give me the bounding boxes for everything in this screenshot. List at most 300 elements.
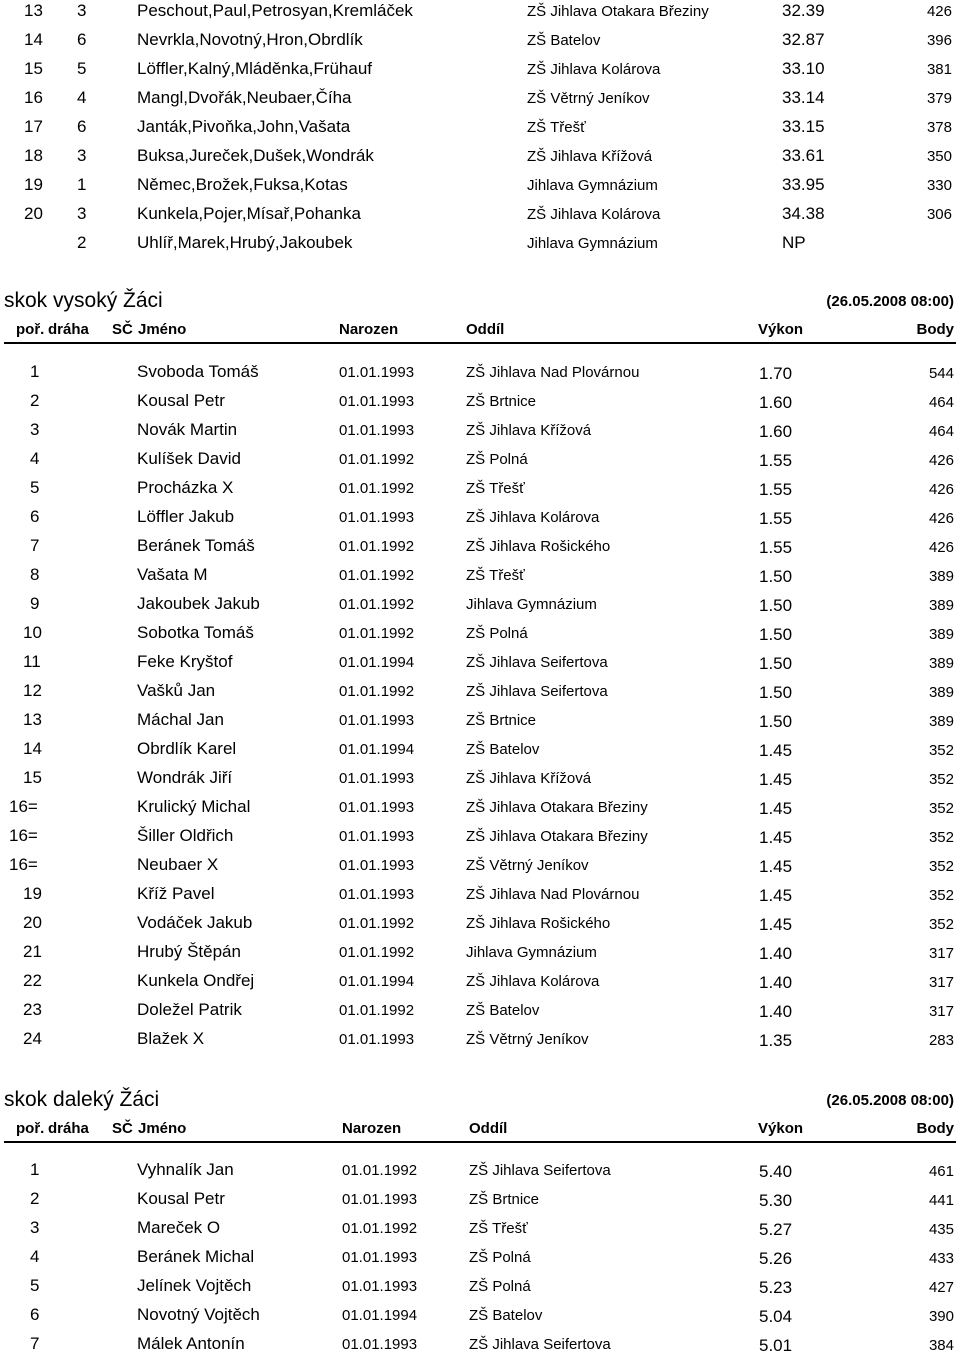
relay-result: 33.10 <box>782 59 825 78</box>
athlete-club: ZŠ Jihlava Rošického <box>466 915 611 932</box>
header-divider <box>4 1141 956 1143</box>
athlete-rank: 6 <box>30 507 40 526</box>
table-row <box>0 1334 960 1363</box>
athlete-result: 5.30 <box>759 1191 793 1210</box>
athlete-result: 1.50 <box>759 683 793 702</box>
athlete-name: Neubaer X <box>137 855 219 874</box>
athlete-points: 389 <box>928 597 954 614</box>
athlete-name: Obrdlík Karel <box>137 739 237 758</box>
athlete-club: ZŠ Jihlava Seifertova <box>469 1162 611 1179</box>
header-sc: SČ <box>112 321 133 338</box>
athlete-club: Jihlava Gymnázium <box>466 944 597 961</box>
athlete-name: Kousal Petr <box>137 391 225 410</box>
relay-points: 350 <box>926 148 952 165</box>
athlete-name: Wondrák Jiří <box>137 768 233 787</box>
table-row <box>0 1276 960 1305</box>
athlete-result: 1.45 <box>759 857 793 876</box>
athlete-rank: 5 <box>30 1276 40 1295</box>
athlete-rank: 6 <box>30 1305 40 1324</box>
athlete-result: 5.01 <box>759 1336 793 1355</box>
athlete-rank: 22 <box>23 971 42 990</box>
table-row <box>0 884 960 913</box>
athlete-rank: 3 <box>30 420 40 439</box>
relay-club: ZŠ Větrný Jeníkov <box>527 90 650 107</box>
relay-lane: 4 <box>77 88 87 107</box>
athlete-born: 01.01.1993 <box>339 509 415 526</box>
athlete-rank: 1 <box>30 1160 40 1179</box>
athlete-born: 01.01.1992 <box>342 1220 418 1237</box>
athlete-points: 317 <box>928 945 954 962</box>
athlete-born: 01.01.1992 <box>339 596 415 613</box>
athlete-club: ZŠ Jihlava Nad Plovárnou <box>466 364 640 381</box>
athlete-name: Kousal Petr <box>137 1189 225 1208</box>
athlete-club: ZŠ Jihlava Seifertova <box>466 683 608 700</box>
athlete-points: 352 <box>928 742 954 759</box>
athlete-born: 01.01.1993 <box>339 857 415 874</box>
relay-lane: 6 <box>77 30 87 49</box>
table-row <box>0 233 960 262</box>
athlete-rank: 2 <box>30 391 40 410</box>
athlete-rank: 8 <box>30 565 40 584</box>
athlete-name: Vašků Jan <box>137 681 216 700</box>
athlete-result: 1.45 <box>759 886 793 905</box>
athlete-club: ZŠ Polná <box>466 451 528 468</box>
athlete-result: 1.50 <box>759 712 793 731</box>
athlete-club: ZŠ Větrný Jeníkov <box>466 1031 589 1048</box>
athlete-name: Doležel Patrik <box>137 1000 242 1019</box>
table-row <box>0 652 960 681</box>
relay-team-names: Peschout,Paul,Petrosyan,Kremláček <box>137 1 413 20</box>
table-row <box>0 739 960 768</box>
relay-lane: 3 <box>77 1 87 20</box>
relay-points: 426 <box>926 3 952 20</box>
athlete-club: ZŠ Jihlava Seifertova <box>466 654 608 671</box>
relay-club: ZŠ Třešť <box>527 119 586 136</box>
athlete-points: 426 <box>928 481 954 498</box>
athlete-rank: 5 <box>30 478 40 497</box>
table-row <box>0 1029 960 1058</box>
athlete-name: Málek Antonín <box>137 1334 245 1353</box>
athlete-name: Kříž Pavel <box>137 884 215 903</box>
header-result: Výkon <box>758 321 804 338</box>
header-divider <box>4 342 956 344</box>
athlete-club: ZŠ Brtnice <box>466 712 537 729</box>
athlete-points: 461 <box>928 1163 954 1180</box>
athlete-born: 01.01.1992 <box>339 915 415 932</box>
header-club: Oddíl <box>466 321 505 338</box>
header-result: Výkon <box>758 1120 804 1137</box>
athlete-points: 464 <box>928 423 954 440</box>
athlete-rank: 7 <box>30 1334 40 1353</box>
athlete-points: 384 <box>928 1337 954 1354</box>
athlete-rank: 1 <box>30 362 40 381</box>
table-row <box>0 391 960 420</box>
athlete-born: 01.01.1993 <box>339 770 415 787</box>
athlete-club: ZŠ Třešť <box>466 480 525 497</box>
athlete-points: 352 <box>928 800 954 817</box>
relay-team-names: Němec,Brožek,Fuksa,Kotas <box>137 175 348 194</box>
athlete-name: Kulíšek David <box>137 449 241 468</box>
relay-points: 378 <box>926 119 952 136</box>
relay-club: ZŠ Batelov <box>527 32 601 49</box>
athlete-name: Novotný Vojtěch <box>137 1305 260 1324</box>
athlete-club: ZŠ Jihlava Kolárova <box>466 973 600 990</box>
relay-result: 33.14 <box>782 88 825 107</box>
athlete-name: Löffler Jakub <box>137 507 235 526</box>
athlete-result: 1.55 <box>759 509 793 528</box>
athlete-result: 1.45 <box>759 915 793 934</box>
athlete-born: 01.01.1993 <box>339 422 415 439</box>
athlete-born: 01.01.1992 <box>342 1162 418 1179</box>
athlete-born: 01.01.1993 <box>339 1031 415 1048</box>
athlete-result: 1.50 <box>759 596 793 615</box>
athlete-club: ZŠ Jihlava Nad Plovárnou <box>466 886 640 903</box>
relay-club: ZŠ Jihlava Otakara Březiny <box>527 3 709 20</box>
athlete-name: Mareček O <box>137 1218 221 1237</box>
athlete-club: ZŠ Jihlava Otakara Březiny <box>466 828 648 845</box>
athlete-rank: 9 <box>30 594 40 613</box>
table-row <box>0 204 960 233</box>
athlete-points: 427 <box>928 1279 954 1296</box>
athlete-result: 1.45 <box>759 828 793 847</box>
athlete-club: ZŠ Větrný Jeníkov <box>466 857 589 874</box>
table-row <box>0 449 960 478</box>
athlete-born: 01.01.1994 <box>342 1307 418 1324</box>
table-row <box>0 768 960 797</box>
athlete-rank: 16= <box>9 797 38 816</box>
athlete-result: 1.50 <box>759 625 793 644</box>
table-row <box>0 710 960 739</box>
athlete-points: 426 <box>928 539 954 556</box>
header-lane: dráha <box>48 1120 89 1137</box>
athlete-club: ZŠ Brtnice <box>469 1191 540 1208</box>
athlete-born: 01.01.1993 <box>339 828 415 845</box>
athlete-club: ZŠ Polná <box>469 1249 531 1266</box>
athlete-born: 01.01.1992 <box>339 567 415 584</box>
table-row <box>0 362 960 391</box>
athlete-result: 1.55 <box>759 451 793 470</box>
athlete-result: 1.50 <box>759 654 793 673</box>
table-row <box>0 681 960 710</box>
athlete-result: 5.23 <box>759 1278 793 1297</box>
athlete-points: 389 <box>928 713 954 730</box>
relay-place: 15 <box>24 59 43 78</box>
table-row <box>0 88 960 117</box>
athlete-club: ZŠ Batelov <box>466 1002 540 1019</box>
athlete-born: 01.01.1993 <box>339 886 415 903</box>
athlete-rank: 4 <box>30 1247 40 1266</box>
athlete-result: 1.45 <box>759 770 793 789</box>
relay-points: 381 <box>926 61 952 78</box>
athlete-result: 1.45 <box>759 741 793 760</box>
athlete-points: 389 <box>928 684 954 701</box>
athlete-name: Vyhnalík Jan <box>137 1160 234 1179</box>
athlete-points: 317 <box>928 1003 954 1020</box>
athlete-name: Hrubý Štěpán <box>137 942 241 961</box>
relay-points: 306 <box>926 206 952 223</box>
athlete-result: 1.60 <box>759 422 793 441</box>
athlete-points: 389 <box>928 568 954 585</box>
header-lane: dráha <box>48 321 89 338</box>
relay-place: 19 <box>24 175 43 194</box>
athlete-club: ZŠ Brtnice <box>466 393 537 410</box>
athlete-name: Novák Martin <box>137 420 238 439</box>
athlete-result: 1.55 <box>759 480 793 499</box>
header-rank: poř. <box>16 1120 45 1137</box>
athlete-born: 01.01.1992 <box>339 683 415 700</box>
table-row <box>0 594 960 623</box>
athlete-born: 01.01.1993 <box>339 364 415 381</box>
athlete-name: Krulický Michal <box>137 797 251 816</box>
athlete-born: 01.01.1992 <box>339 480 415 497</box>
athlete-name: Vodáček Jakub <box>137 913 253 932</box>
table-row <box>0 117 960 146</box>
athlete-rank: 19 <box>23 884 42 903</box>
athlete-points: 283 <box>928 1032 954 1049</box>
table-row <box>0 1160 960 1189</box>
table-row <box>0 478 960 507</box>
athlete-name: Procházka X <box>137 478 234 497</box>
relay-lane: 1 <box>77 175 87 194</box>
relay-team-names: Löffler,Kalný,Mláděnka,Frühauf <box>137 59 372 78</box>
athlete-born: 01.01.1992 <box>339 451 415 468</box>
athlete-points: 389 <box>928 626 954 643</box>
athlete-born: 01.01.1993 <box>339 799 415 816</box>
relay-result: 32.39 <box>782 1 825 20</box>
relay-team-names: Uhlíř,Marek,Hrubý,Jakoubek <box>137 233 353 252</box>
athlete-result: 1.40 <box>759 1002 793 1021</box>
athlete-born: 01.01.1993 <box>342 1191 418 1208</box>
athlete-born: 01.01.1993 <box>342 1336 418 1353</box>
athlete-born: 01.01.1993 <box>342 1249 418 1266</box>
table-row <box>0 565 960 594</box>
relay-place: 14 <box>24 30 43 49</box>
relay-club: Jihlava Gymnázium <box>527 177 658 194</box>
header-club: Oddíl <box>469 1120 508 1137</box>
relay-team-names: Mangl,Dvořák,Neubaer,Číha <box>137 88 352 107</box>
relay-place: 17 <box>24 117 43 136</box>
relay-place: 16 <box>24 88 43 107</box>
table-row <box>0 536 960 565</box>
athlete-points: 352 <box>928 771 954 788</box>
athlete-club: ZŠ Jihlava Seifertova <box>469 1336 611 1353</box>
athlete-result: 5.40 <box>759 1162 793 1181</box>
relay-result: NP <box>782 233 806 252</box>
athlete-rank: 16= <box>9 855 38 874</box>
athlete-rank: 23 <box>23 1000 42 1019</box>
athlete-rank: 14 <box>23 739 42 758</box>
athlete-points: 426 <box>928 510 954 527</box>
athlete-name: Kunkela Ondřej <box>137 971 255 990</box>
athlete-name: Beránek Michal <box>137 1247 255 1266</box>
relay-place: 20 <box>24 204 43 223</box>
table-header <box>0 320 960 344</box>
athlete-points: 464 <box>928 394 954 411</box>
athlete-club: ZŠ Jihlava Křížová <box>466 770 592 787</box>
athlete-born: 01.01.1993 <box>339 393 415 410</box>
athlete-club: ZŠ Třešť <box>466 567 525 584</box>
athlete-born: 01.01.1993 <box>342 1278 418 1295</box>
header-born: Narozen <box>339 321 399 338</box>
athlete-result: 1.55 <box>759 538 793 557</box>
section-datetime: (26.05.2008 08:00) <box>826 1092 954 1109</box>
table-row <box>0 942 960 971</box>
athlete-name: Šiller Oldřich <box>137 826 234 845</box>
header-name: Jméno <box>138 321 187 338</box>
athlete-points: 352 <box>928 887 954 904</box>
relay-club: ZŠ Jihlava Kolárova <box>527 61 661 78</box>
athlete-rank: 13 <box>23 710 42 729</box>
athlete-result: 1.45 <box>759 799 793 818</box>
section-title: skok daleký Žáci <box>4 1088 160 1111</box>
relay-club: ZŠ Jihlava Kolárova <box>527 206 661 223</box>
athlete-rank: 3 <box>30 1218 40 1237</box>
table-row <box>0 1218 960 1247</box>
athlete-result: 5.04 <box>759 1307 793 1326</box>
athlete-points: 433 <box>928 1250 954 1267</box>
athlete-result: 1.40 <box>759 944 793 963</box>
table-row <box>0 146 960 175</box>
athlete-result: 1.60 <box>759 393 793 412</box>
athlete-club: ZŠ Polná <box>466 625 528 642</box>
athlete-name: Feke Kryštof <box>137 652 233 671</box>
header-name: Jméno <box>138 1120 187 1137</box>
athlete-club: ZŠ Jihlava Kolárova <box>466 509 600 526</box>
header-points: Body <box>916 321 954 338</box>
athlete-rank: 15 <box>23 768 42 787</box>
athlete-rank: 7 <box>30 536 40 555</box>
table-row <box>0 855 960 884</box>
athlete-rank: 10 <box>23 623 42 642</box>
athlete-born: 01.01.1993 <box>339 712 415 729</box>
table-row <box>0 507 960 536</box>
table-row <box>0 623 960 652</box>
athlete-born: 01.01.1992 <box>339 944 415 961</box>
relay-lane: 3 <box>77 146 87 165</box>
athlete-club: ZŠ Jihlava Křížová <box>466 422 592 439</box>
athlete-name: Máchal Jan <box>137 710 224 729</box>
athlete-result: 1.35 <box>759 1031 793 1050</box>
athlete-rank: 2 <box>30 1189 40 1208</box>
relay-points: 379 <box>926 90 952 107</box>
relay-result: 33.61 <box>782 146 825 165</box>
athlete-name: Beránek Tomáš <box>137 536 255 555</box>
athlete-name: Blažek X <box>137 1029 205 1048</box>
relay-result: 33.95 <box>782 175 825 194</box>
relay-lane: 3 <box>77 204 87 223</box>
athlete-rank: 24 <box>23 1029 42 1048</box>
athlete-points: 352 <box>928 916 954 933</box>
relay-points: 396 <box>926 32 952 49</box>
athlete-rank: 20 <box>23 913 42 932</box>
relay-lane: 6 <box>77 117 87 136</box>
table-row <box>0 971 960 1000</box>
athlete-born: 01.01.1992 <box>339 625 415 642</box>
athlete-rank: 21 <box>23 942 42 961</box>
table-row <box>0 826 960 855</box>
relay-team-names: Nevrkla,Novotný,Hron,Obrdlík <box>137 30 363 49</box>
athlete-name: Svoboda Tomáš <box>137 362 259 381</box>
table-row <box>0 1247 960 1276</box>
athlete-born: 01.01.1994 <box>339 654 415 671</box>
section-title: skok vysoký Žáci <box>4 289 163 312</box>
relay-result: 32.87 <box>782 30 825 49</box>
header-born: Narozen <box>342 1120 402 1137</box>
athlete-result: 1.50 <box>759 567 793 586</box>
athlete-rank: 11 <box>23 652 41 671</box>
section-datetime: (26.05.2008 08:00) <box>826 293 954 310</box>
athlete-born: 01.01.1992 <box>339 538 415 555</box>
relay-team-names: Janták,Pivoňka,John,Vašata <box>137 117 351 136</box>
athlete-club: Jihlava Gymnázium <box>466 596 597 613</box>
athlete-name: Jakoubek Jakub <box>137 594 260 613</box>
athlete-club: ZŠ Jihlava Otakara Březiny <box>466 799 648 816</box>
athlete-club: ZŠ Batelov <box>466 741 540 758</box>
table-row <box>0 30 960 59</box>
table-row <box>0 59 960 88</box>
athlete-born: 01.01.1994 <box>339 973 415 990</box>
athlete-rank: 4 <box>30 449 40 468</box>
athlete-club: ZŠ Batelov <box>469 1307 543 1324</box>
relay-club: Jihlava Gymnázium <box>527 235 658 252</box>
athlete-name: Sobotka Tomáš <box>137 623 254 642</box>
relay-points: 330 <box>926 177 952 194</box>
relay-result: 33.15 <box>782 117 825 136</box>
relay-place: 13 <box>24 1 43 20</box>
athlete-points: 544 <box>928 365 954 382</box>
athlete-points: 435 <box>928 1221 954 1238</box>
table-row <box>0 1305 960 1334</box>
athlete-points: 317 <box>928 974 954 991</box>
header-sc: SČ <box>112 1120 133 1137</box>
relay-team-names: Buksa,Jureček,Dušek,Wondrák <box>137 146 374 165</box>
athlete-result: 5.27 <box>759 1220 793 1239</box>
athlete-rank: 16= <box>9 826 38 845</box>
athlete-points: 389 <box>928 655 954 672</box>
athlete-club: ZŠ Polná <box>469 1278 531 1295</box>
athlete-points: 390 <box>928 1308 954 1325</box>
athlete-club: ZŠ Třešť <box>469 1220 528 1237</box>
athlete-born: 01.01.1994 <box>339 741 415 758</box>
athlete-rank: 12 <box>23 681 42 700</box>
athlete-club: ZŠ Jihlava Rošického <box>466 538 611 555</box>
athlete-name: Jelínek Vojtěch <box>137 1276 252 1295</box>
header-points: Body <box>916 1120 954 1137</box>
relay-club: ZŠ Jihlava Křížová <box>527 148 653 165</box>
header-rank: poř. <box>16 321 45 338</box>
relay-team-names: Kunkela,Pojer,Mísař,Pohanka <box>137 204 361 223</box>
table-row <box>0 175 960 204</box>
table-row <box>0 1 960 30</box>
athlete-points: 352 <box>928 829 954 846</box>
athlete-points: 352 <box>928 858 954 875</box>
relay-lane: 5 <box>77 59 87 78</box>
athlete-result: 1.40 <box>759 973 793 992</box>
athlete-points: 441 <box>928 1192 954 1209</box>
table-row <box>0 1000 960 1029</box>
athlete-result: 1.70 <box>759 364 793 383</box>
table-row <box>0 1189 960 1218</box>
athlete-result: 5.26 <box>759 1249 793 1268</box>
relay-lane: 2 <box>77 233 87 252</box>
athlete-born: 01.01.1992 <box>339 1002 415 1019</box>
table-header <box>0 1119 960 1143</box>
table-row <box>0 420 960 449</box>
relay-result: 34.38 <box>782 204 825 223</box>
table-row <box>0 797 960 826</box>
athlete-points: 426 <box>928 452 954 469</box>
table-row <box>0 913 960 942</box>
